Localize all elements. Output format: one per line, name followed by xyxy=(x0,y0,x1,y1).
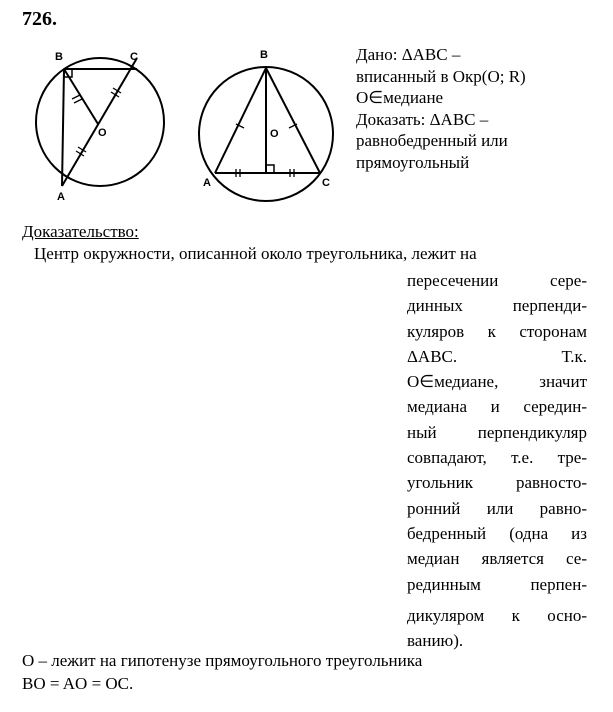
proof-line: рединным перпен- xyxy=(407,574,587,594)
side-AB xyxy=(62,69,64,186)
proof-bottom-line-1: O – лежит на гипотенузе прямоугольного треугольника xyxy=(22,651,423,670)
label-C: C xyxy=(130,51,138,63)
side-BC xyxy=(266,68,320,173)
label-O: O xyxy=(270,128,279,140)
proof-line: медиана и середин- xyxy=(407,397,587,417)
label-A: A xyxy=(203,177,211,189)
given-line: вписанный в Окр(O; R) xyxy=(356,66,526,86)
tick xyxy=(72,95,80,99)
label-C: C xyxy=(322,177,330,189)
label-A: A xyxy=(57,191,65,203)
prove-line: Доказать: ΔABC – xyxy=(356,109,489,129)
proof-line: O∈медиане, значит xyxy=(407,372,587,392)
proof-line: дикуляром к осно- xyxy=(407,606,587,625)
proof-line: ΔABC. Т.к. xyxy=(407,346,587,366)
proof-line: динных перпенди- xyxy=(407,296,587,316)
proof-title: Доказательство: xyxy=(22,222,139,241)
figure-isosceles-triangle xyxy=(196,44,356,204)
given-line: O∈медиане xyxy=(356,88,444,107)
proof-line: бедренный (одна из xyxy=(407,523,587,543)
label-O: O xyxy=(98,127,107,139)
proof-column-continued xyxy=(407,603,587,654)
proof-line: ронний или равно- xyxy=(407,498,587,518)
hypotenuse-AC xyxy=(62,58,137,186)
figure-right-triangle xyxy=(30,44,200,204)
proof-line: ванию). xyxy=(407,631,464,651)
proof-bottom-line-2: BO = AO = OC. xyxy=(22,674,134,693)
label-B: B xyxy=(55,51,63,63)
label-B: B xyxy=(260,49,268,61)
proof-line: пересечении сере- xyxy=(407,271,587,290)
proof-line: угольник равносто- xyxy=(407,473,587,493)
proof-first-line: Центр окружности, описанной около треугольника, лежит на xyxy=(34,244,477,263)
prove-line: равнобедренный или xyxy=(356,131,508,150)
given-block xyxy=(356,44,526,173)
proof-line: ный перпендикуляр xyxy=(407,422,587,442)
proof-line: куляров к сторонам xyxy=(407,321,587,341)
proof-column xyxy=(407,268,587,597)
right-angle-mark xyxy=(266,165,274,173)
given-line: Дано: ΔABC – xyxy=(356,45,461,64)
proof-line: совпадают, т.е. тре- xyxy=(407,448,587,468)
tick xyxy=(74,99,82,103)
problem-number: 726. xyxy=(22,8,57,30)
prove-line: прямоугольный xyxy=(356,152,470,172)
proof-line: медиан является се- xyxy=(407,549,587,569)
